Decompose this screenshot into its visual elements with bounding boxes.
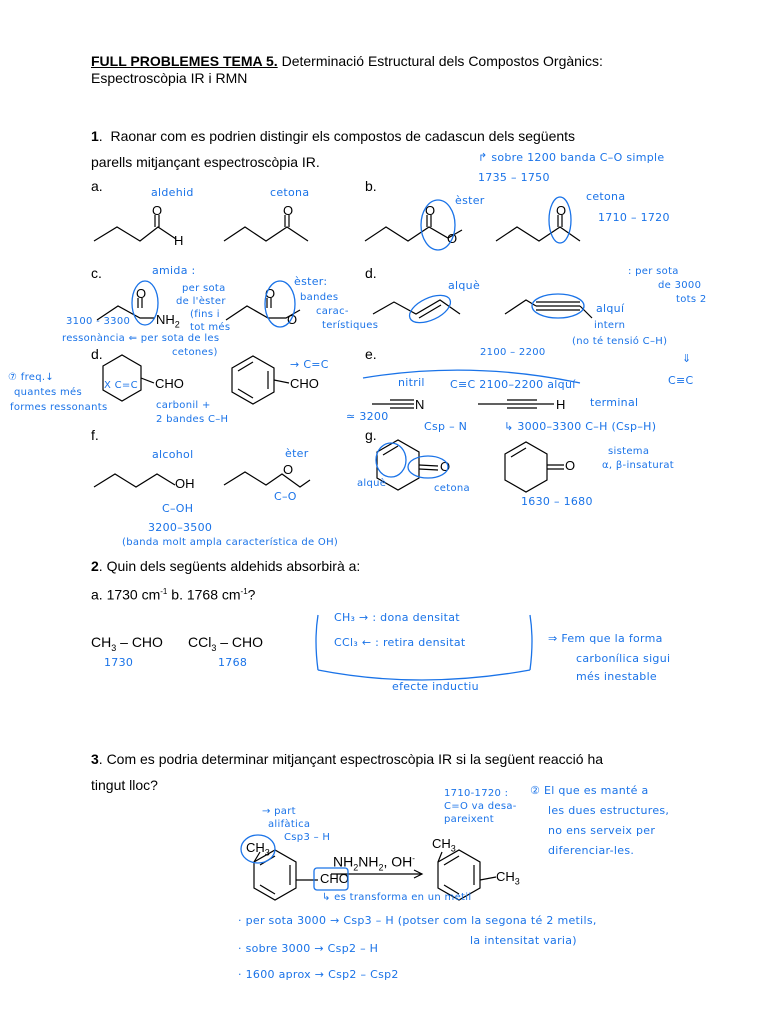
hw-d-persota1: : per sota <box>628 266 679 277</box>
label-e: e. <box>365 346 377 362</box>
title-bold: FULL PROBLEMES TEMA 5. <box>91 53 278 69</box>
hw-q3-note4: diferenciar-les. <box>548 844 635 857</box>
hw-q2-fem3: més inestable <box>576 670 657 683</box>
hw-g-range: 1630 – 1680 <box>521 495 593 508</box>
hw-c-amida: amida : <box>152 264 196 277</box>
q3-reagent: $NH_2NH_2$, OH- <box>333 853 415 873</box>
hw-g-sistema1: sistema <box>608 446 650 457</box>
label-d: d. <box>365 265 377 281</box>
hw-e-csp: Csp – N <box>424 420 468 433</box>
atom-o-a: O <box>152 203 163 218</box>
title-rest: Determinació Estructural dels Compostos Orgànics: <box>281 53 603 69</box>
hw-d-range: 2100 – 2200 <box>480 347 546 358</box>
atom-o-c1: O <box>136 286 147 301</box>
hw-b-range: 1710 – 1720 <box>598 211 670 224</box>
q1-line2: parells mitjançant espectroscòpia IR. <box>91 154 320 170</box>
hw-c-bandes2: carac- <box>316 306 349 317</box>
q1-line1: Raonar com es podrien distingir els compostos de cadascun dels següents <box>110 128 576 144</box>
q3-ch3-left: $CH_3$ <box>246 840 270 858</box>
q3-line2: tingut lloc? <box>91 777 158 793</box>
hw-c-res2: cetones) <box>172 347 218 358</box>
atom-o-f2: O <box>283 462 294 477</box>
q2-text: 2. Quin dels següents aldehids absorbirà a: <box>91 558 361 574</box>
hw-f-coh: C–OH <box>162 502 194 515</box>
hw-f-banda: (banda molt ampla característica de OH) <box>122 537 339 548</box>
atom-cho-d2a: CHO <box>155 376 184 391</box>
hw-q2-1768: 1768 <box>218 656 248 669</box>
q2-options: a. 1730 $cm^{-1}$ b. 1768 $cm^{-1}$? <box>91 586 256 603</box>
hw-a-aldehid: aldehid <box>151 186 194 199</box>
hw-d2-arrow: ⇓ <box>682 352 692 365</box>
hw-g-alque: alquè <box>357 478 387 489</box>
hw-q2-ccl3: CCl₃ ← : retira densitat <box>334 636 466 649</box>
hw-d2-carb1: carbonil + <box>156 400 211 411</box>
hw-d-alque: alquè <box>448 279 481 292</box>
hw-d-persota3: tots 2 <box>676 294 707 305</box>
hw-c-res1: ressonància ⇐ per sota de les <box>62 333 220 344</box>
q1-number: 1 <box>91 128 99 144</box>
q3-text: 3. Com es podria determinar mitjançant espectroscòpia IR si la següent reacció ha <box>91 751 604 767</box>
hw-q3-note1: ② El que es manté a <box>530 784 649 797</box>
atom-nh2-c: $NH_2$ <box>156 312 180 330</box>
hw-q3-b1b: la intensitat varia) <box>470 934 577 947</box>
hw-b-cetona: cetona <box>586 190 626 203</box>
hw-q2-ch3: CH₃ → : dona densitat <box>334 611 460 624</box>
hw-e-terminal: terminal <box>590 396 639 409</box>
hw-b-ester: èster <box>455 194 485 207</box>
hw-c-bandes1: bandes <box>300 292 339 303</box>
hw-d2-xcc: X C=C <box>104 380 138 391</box>
label-a: a. <box>91 178 103 194</box>
hw-q3-1710a: 1710-1720 : <box>444 788 509 799</box>
label-c: c. <box>91 265 102 281</box>
hw-q3-part2: alifàtica <box>268 819 311 830</box>
hw-d2-freq3: formes ressonants <box>10 402 108 413</box>
hw-d2-freq1: ⑦ freq.↓ <box>8 372 55 383</box>
hw-e-3000: ↳ 3000–3300 C–H (Csp–H) <box>504 420 657 433</box>
hw-q2-1730: 1730 <box>104 656 134 669</box>
atom-o-b2: O <box>447 231 458 246</box>
hw-q3-note2: les dues estructures, <box>548 804 670 817</box>
q1-text: 1. Raonar com es podrien distingir els compostos de cadascun dels següents <box>91 128 576 144</box>
hw-d-alqui2: intern <box>594 320 626 331</box>
atom-h-e: H <box>556 397 566 412</box>
hw-c-note1: per sota <box>182 283 226 294</box>
hw-d-alqui3: (no té tensió C–H) <box>572 336 668 347</box>
hw-c-note4: tot més <box>190 322 231 333</box>
hw-d2-cc: → C=C <box>290 358 329 371</box>
q2-number: 2 <box>91 558 99 574</box>
label-d2: d. <box>91 346 103 362</box>
hw-g-sistema2: α, β-insaturat <box>602 460 675 471</box>
hw-q3-part1: → part <box>262 806 296 817</box>
hw-c-bandes3: terístiques <box>322 320 379 331</box>
hw-q2-fem1: ⇒ Fem que la forma <box>548 632 663 645</box>
atom-oh-f: OH <box>175 476 195 491</box>
q3-number: 3 <box>91 751 99 767</box>
hw-q3-part3: Csp3 – H <box>284 832 331 843</box>
hw-c-ester: èster: <box>294 275 328 288</box>
q2-compound2: CCl$_3$ – CHO <box>188 634 264 653</box>
hw-g-cetona: cetona <box>434 483 470 494</box>
atom-o-c3: O <box>287 312 298 327</box>
label-g: g. <box>365 427 377 443</box>
hw-q3-b3: · 1600 aprox → Csp2 – Csp2 <box>238 968 399 981</box>
hw-q2-efecte: efecte inductiu <box>392 680 479 693</box>
hw-q3-note3: no ens serveix per <box>548 824 656 837</box>
q3-ch3-right1: $CH_3$ <box>432 836 456 854</box>
atom-h-a: H <box>174 233 184 248</box>
q2-compound1: $CH_3$ – CHO <box>91 634 163 653</box>
hw-d2-freq2: quantes més <box>14 387 83 398</box>
hw-c-range: 3100 - 3300 <box>66 316 131 327</box>
hw-a-cetona: cetona <box>270 186 310 199</box>
hw-q3-transf: ↳ es transforma en un metil <box>322 892 472 903</box>
atom-o-c2: O <box>265 286 276 301</box>
hw-d-alqui1: alquí <box>596 302 625 315</box>
hw-e-ctc: C≡C <box>668 374 694 387</box>
atom-o-g1: O <box>440 459 451 474</box>
hw-d-persota2: de 3000 <box>658 280 702 291</box>
atom-o-b3: O <box>556 203 567 218</box>
hw-q3-b2: · sobre 3000 → Csp2 – H <box>238 942 379 955</box>
hw-d2-carb2: 2 bandes C–H <box>156 414 229 425</box>
label-f: f. <box>91 427 99 443</box>
atom-o-a2: O <box>283 203 294 218</box>
title-line2: Espectroscòpia IR i RMN <box>91 70 248 86</box>
hw-e-3200: ≃ 3200 <box>346 410 389 423</box>
hw-top-note: ↱ sobre 1200 banda C–O simple <box>478 151 665 164</box>
q3-ch3-right2: $CH_3$ <box>496 869 520 887</box>
hw-top-range: 1735 – 1750 <box>478 171 550 184</box>
hw-f-range: 3200–3500 <box>148 521 213 534</box>
hw-c-note3: (fins i <box>190 309 220 320</box>
hw-q3-1710b: C=O va desa- <box>444 801 517 812</box>
label-b: b. <box>365 178 377 194</box>
q3-cho: CHO <box>320 871 349 886</box>
hw-q2-fem2: carbonílica sigui <box>576 652 671 665</box>
atom-cho-d2b: CHO <box>290 376 319 391</box>
hw-e-nitril: nitril <box>398 376 425 389</box>
atom-o-b1: O <box>425 203 436 218</box>
hw-e-cc: C≡C 2100–2200 alquí <box>450 378 576 391</box>
hw-c-note2: de l'èster <box>176 296 226 307</box>
hw-f-eter: èter <box>285 447 309 460</box>
atom-o-g2: O <box>565 458 576 473</box>
hw-f-co: C–O <box>274 490 297 503</box>
hw-f-alcohol: alcohol <box>152 448 194 461</box>
hw-q3-1710c: pareixent <box>444 814 495 825</box>
atom-n-e: N <box>415 397 425 412</box>
hw-q3-b1: · per sota 3000 → Csp3 – H (potser com la segona té 2 metils, <box>238 914 597 927</box>
